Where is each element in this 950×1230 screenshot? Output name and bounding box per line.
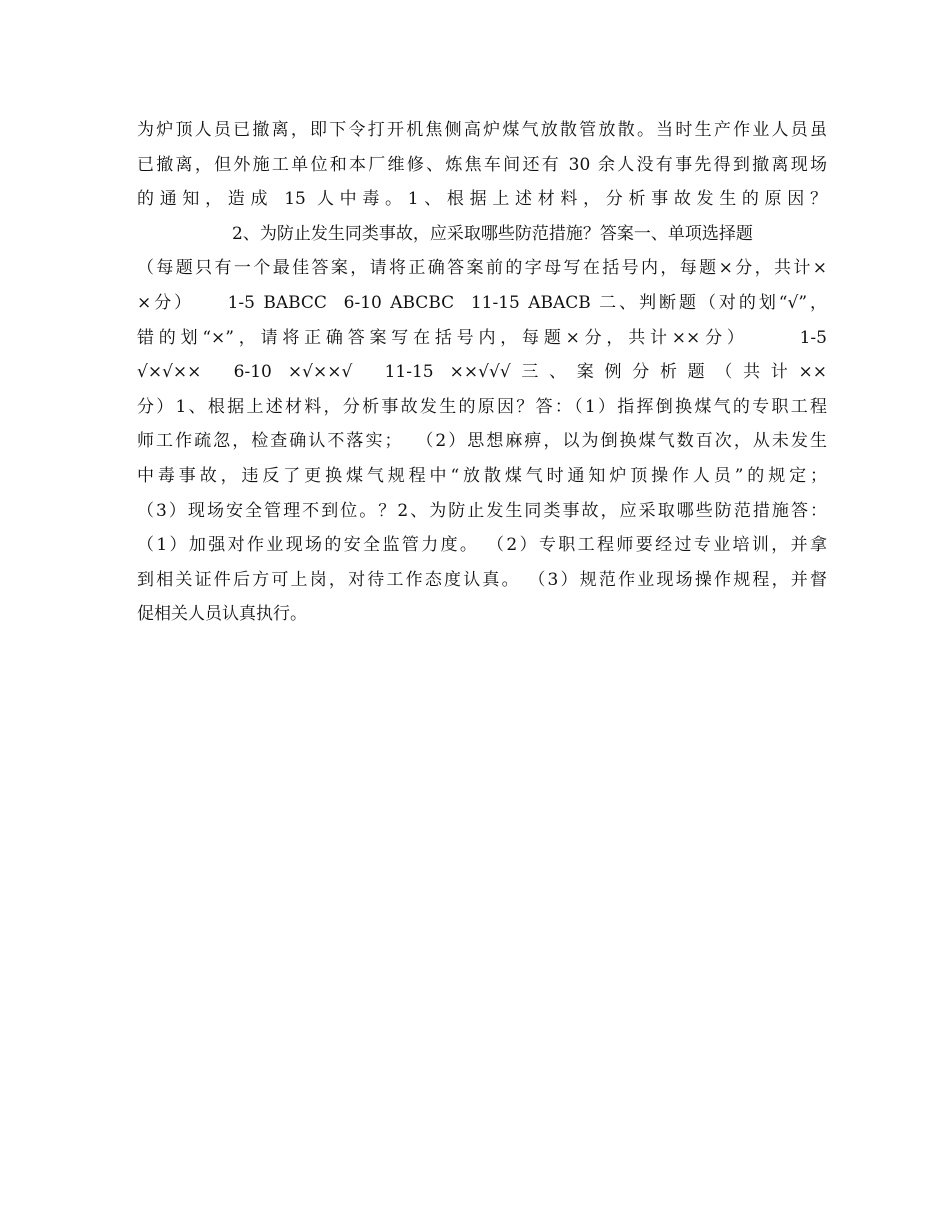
text-line: 分）1、根据上述材料，分析事故发生的原因？答：（1）指挥倒换煤气的专职工程	[137, 396, 827, 417]
text-line: 已撤离，但外施工单位和本厂维修、炼焦车间还有 30 余人没有事先得到撤离现场	[137, 154, 827, 175]
text-line: √×√×× 6-10 ×√××√ 11-15 ××√√√三、案例分析题（共计××	[137, 362, 827, 383]
text-line: 的通知，造成 15 人中毒。1、根据上述材料，分析事故发生的原因？	[137, 189, 827, 210]
text-line: 错的划“×”，请将正确答案写在括号内，每题×分，共计××分） 1-5	[137, 327, 827, 348]
text-line: 师工作疏忽，检查确认不落实； （2）思想麻痹，以为倒换煤气数百次，从未发生	[137, 431, 827, 452]
text-line: 2、为防止发生同类事故，应采取哪些防范措施？答案一、单项选择题	[232, 223, 753, 244]
text-line: 促相关人员认真执行。	[137, 604, 307, 625]
text-line: 为炉顶人员已撤离，即下令打开机焦侧高炉煤气放散管放散。当时生产作业人员虽	[137, 120, 827, 140]
text-line: （每题只有一个最佳答案，请将正确答案前的字母写在括号内，每题×分，共计×	[137, 258, 827, 279]
text-line: 到相关证件后方可上岗，对待工作态度认真。 （3）规范作业现场操作规程，并督	[137, 569, 827, 590]
body-text	[137, 113, 827, 632]
text-line: （3）现场安全管理不到位。？2、为防止发生同类事故，应采取哪些防范措施答：	[137, 500, 827, 521]
text-line: 中毒事故，违反了更换煤气规程中“放散煤气时通知炉顶操作人员”的规定；	[137, 465, 827, 486]
text-line: （1）加强对作业现场的安全监管力度。 （2）专职工程师要经过专业培训，并拿	[137, 535, 827, 556]
text-line: ×分） 1-5 BABCC 6-10 ABCBC 11-15 ABACB 二、判断题（对的划“√”，	[137, 292, 827, 313]
